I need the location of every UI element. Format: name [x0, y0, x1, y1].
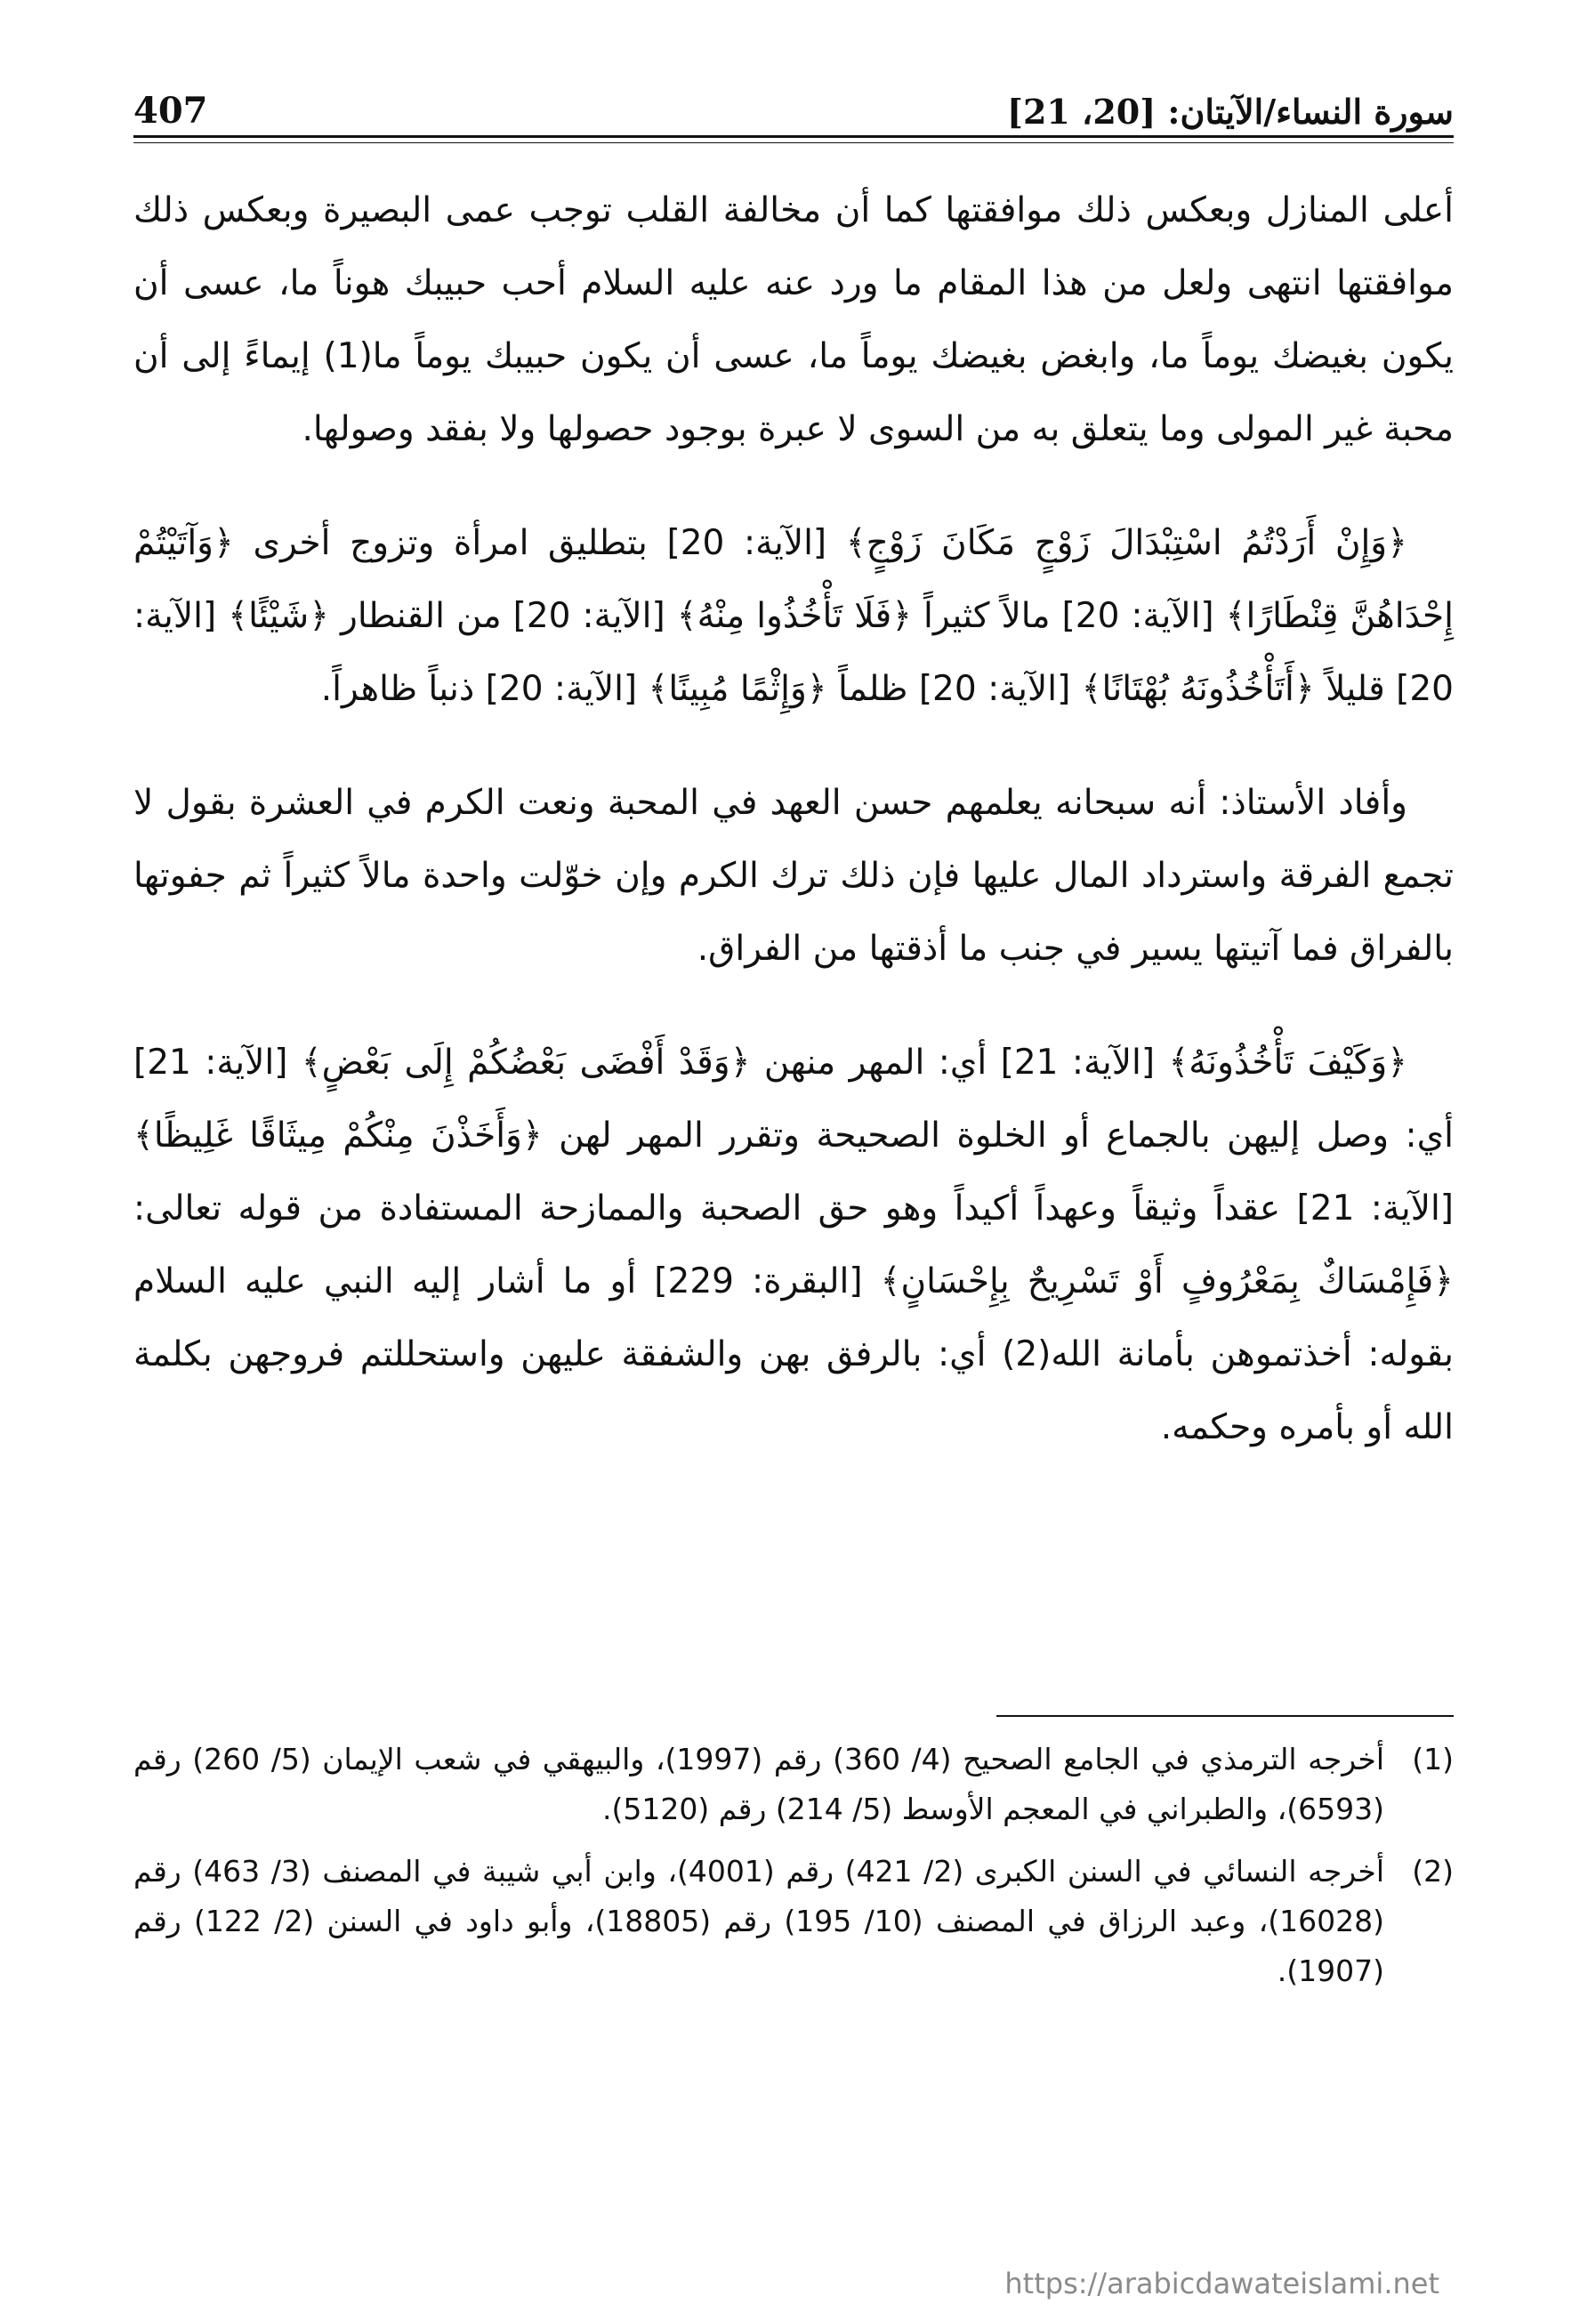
- footnote-rule: [996, 1715, 1454, 1717]
- footnote-text: أخرجه الترمذي في الجامع الصحيح (4/ 360) رقم (1997)، والبيهقي في شعب الإيمان (5/ 260) رقم (6593)، والطبراني في المعجم الأوسط (5/ 214) رقم (5120).: [133, 1742, 1384, 1826]
- page-number: 407: [133, 90, 208, 132]
- surah-title: سورة النساء/الآيتان: [20، 21]: [1006, 92, 1454, 132]
- footnote-1: [133, 1735, 1454, 1834]
- paragraph-2: ﴿وَإِنْ أَرَدْتُمُ اسْتِبْدَالَ زَوْجٍ مَكَانَ زَوْجٍ﴾ [الآية: 20] بتطليق امرأة وتزوج أخرى ﴿وَآتَيْتُمْ إِحْدَاهُنَّ قِنْطَارًا﴾ [الآية: 20] مالاً كثيراً ﴿فَلَا تَأْخُذُوا مِنْهُ﴾ [الآية: 20] من القنطار ﴿شَيْئًا﴾ [الآية: 20] قليلاً ﴿أَتَأْخُذُونَهُ بُهْتَانًا﴾ [الآية: 20] ظلماً ﴿وَإِثْمًا مُبِينًا﴾ [الآية: 20] ذنباً ظاهراً.: [133, 523, 1454, 709]
- paragraph-4: ﴿وَكَيْفَ تَأْخُذُونَهُ﴾ [الآية: 21] أي: المهر منهن ﴿وَقَدْ أَفْضَى بَعْضُكُمْ إِلَى بَعْضٍ﴾ [الآية: 21] أي: وصل إليهن بالجماع أو الخلوة الصحيحة وتقرر المهر لهن ﴿وَأَخَذْنَ مِنْكُمْ مِيثَاقًا غَلِيظًا﴾ [الآية: 21] عقداً وثيقاً وعهداً أكيداً وهو حق الصحبة والممازحة المستفادة من قوله تعالى: ﴿فَإِمْسَاكٌ بِمَعْرُوفٍ أَوْ تَسْرِيحٌ بِإِحْسَانٍ﴾ [البقرة: 229] أو ما أشار إليه النبي عليه السلام بقوله: أخذتموهن بأمانة الله(2) أي: بالرفق بهن والشفقة عليهن واستحللتم فروجهن بكلمة الله أو بأمره وحكمه.: [133, 1043, 1454, 1447]
- watermark-url: https://arabicdawateislami.net: [1004, 2267, 1439, 2300]
- header-rule-thick: [133, 135, 1454, 138]
- paragraph-3: وأفاد الأستاذ: أنه سبحانه يعلمهم حسن العهد في المحبة ونعت الكرم في العشرة بقول لا تجمع الفرقة واسترداد المال عليها فإن ذلك ترك الكرم وإن خوّلت واحدة مالاً كثيراً ثم جفوتها بالفراق فما آتيتها يسير في جنب ما أذقتها من الفراق.: [133, 783, 1454, 969]
- header-rule-thin: [133, 142, 1454, 143]
- footnote-mark: (2): [1412, 1854, 1454, 1889]
- footnotes: [133, 1735, 1454, 2009]
- page-header: [133, 78, 1454, 132]
- footnote-2: [133, 1847, 1454, 1996]
- footnote-mark: (1): [1412, 1742, 1454, 1776]
- paragraph-1: أعلى المنازل وبعكس ذلك موافقتها كما أن مخالفة القلب توجب عمى البصيرة وبعكس ذلك موافقتها انتهى ولعل من هذا المقام ما ورد عنه عليه السلام أحب حبيبك هوناً ما، عسى أن يكون بغيضك يوماً ما، وابغض بغيضك يوماً ما، عسى أن يكون حبيبك يوماً ما(1) إيماءً إلى أن محبة غير المولى وما يتعلق به من السوى لا عبرة بوجود حصولها ولا بفقد وصولها.: [133, 190, 1454, 449]
- footnote-text: أخرجه النسائي في السنن الكبرى (2/ 421) رقم (4001)، وابن أبي شيبة في المصنف (3/ 463) رقم (16028)، وعبد الرزاق في المصنف (10/ 195) رقم (18805)، وأبو داود في السنن (2/ 122) رقم (1907).: [133, 1854, 1385, 1988]
- main-text: [133, 174, 1454, 1505]
